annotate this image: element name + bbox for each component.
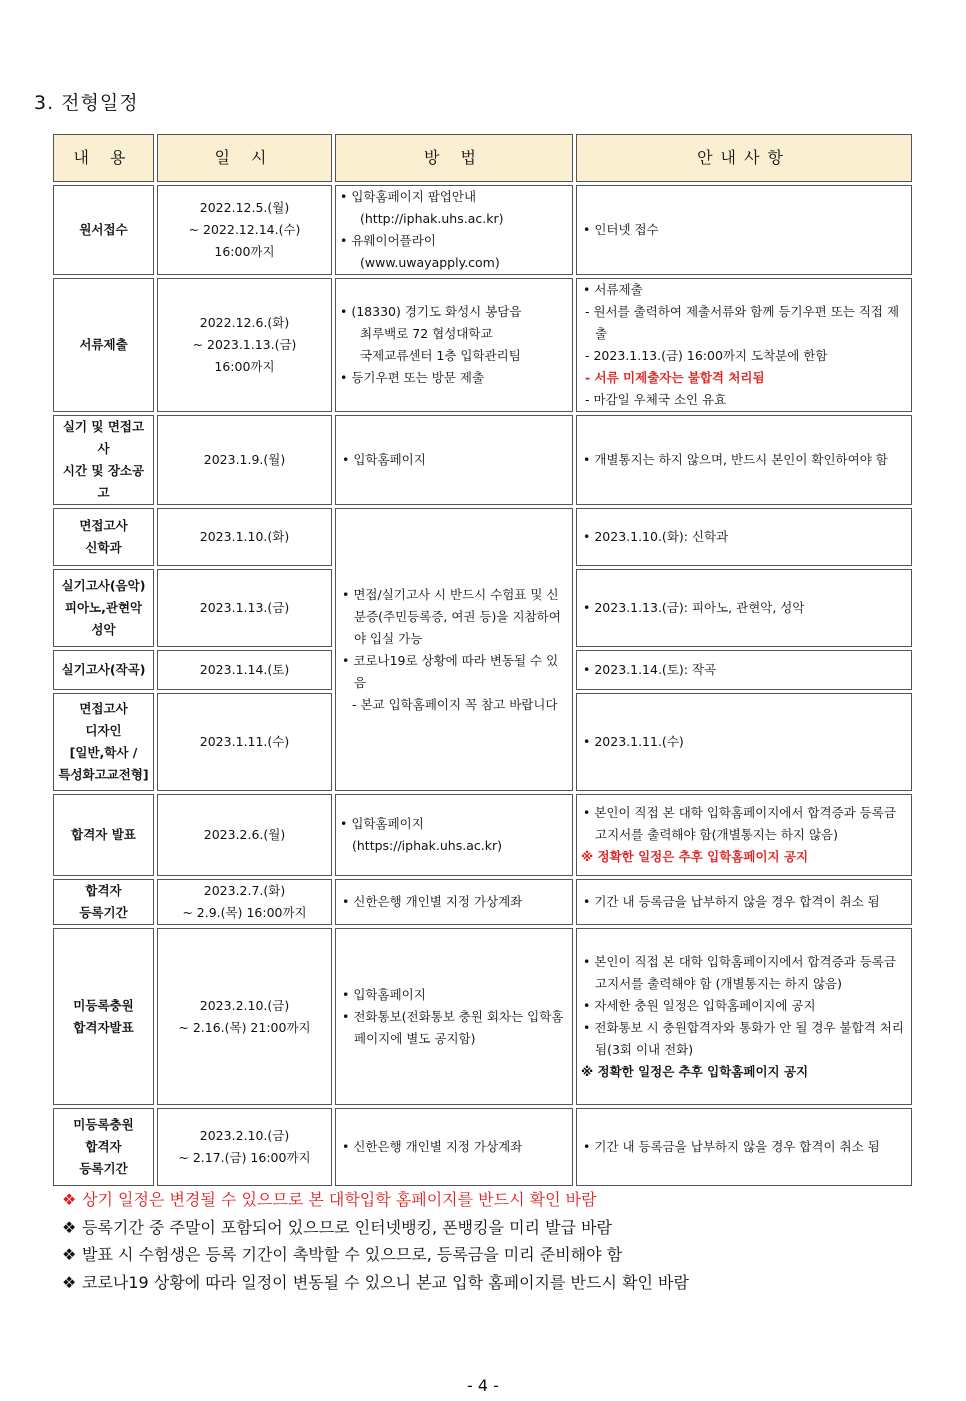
method-cell: • 신한은행 개인별 지정 가상계좌	[335, 1108, 573, 1186]
method-cell: • 입학홈페이지 • 전화통보(전화통보 충원 회차는 입학홈페이지에 별도 공지함)	[335, 928, 573, 1105]
note-cell: • 기간 내 등록금을 납부하지 않을 경우 합격이 취소 됨	[576, 879, 912, 925]
date-cell: 2023.1.10.(화)	[157, 508, 332, 566]
method-cell: • 신한은행 개인별 지정 가상계좌	[335, 879, 573, 925]
note-cell: • 2023.1.11.(수)	[576, 693, 912, 791]
header-row	[53, 134, 912, 182]
diamond-bullet-icon: ❖	[62, 1245, 77, 1264]
method-cell: • 입학홈페이지	[335, 415, 573, 505]
section-title: 3. 전형일정	[34, 92, 139, 114]
date-cell: 2023.2.6.(월)	[157, 794, 332, 876]
table-row	[53, 415, 912, 505]
note-cell: • 본인이 직접 본 대학 입학홈페이지에서 합격증과 등록금 고지서를 출력해야 함 (개별통지는 하지 않음) • 자세한 충원 일정은 입학홈페이지에 공지 • 전화통보 시 충원합격자와 통화가 안 될 경우 불합격 처리 됨(3회 이내 전화) ※ 정확한 일정은 추후 입학홈페이지 공지	[576, 928, 912, 1105]
header-method: 방 법	[335, 134, 573, 182]
date-cell: 2023.2.10.(금) ~ 2.17.(금) 16:00까지	[157, 1108, 332, 1186]
note-cell: • 2023.1.13.(금): 피아노, 관현악, 성악	[576, 569, 912, 647]
date-cell: 2023.1.13.(금)	[157, 569, 332, 647]
table-row	[53, 508, 912, 566]
date-cell: 2023.2.10.(금) ~ 2.16.(목) 21:00까지	[157, 928, 332, 1105]
item-cell: 면접고사 디자인 [일반,학사 / 특성화고교전형]	[53, 693, 154, 791]
note-cell: • 2023.1.10.(화): 신학과	[576, 508, 912, 566]
item-cell: 미등록충원 합격자발표	[53, 928, 154, 1105]
table-row	[53, 185, 912, 275]
note-item: ❖ 발표 시 수험생은 등록 기간이 촉박할 수 있으므로, 등록금을 미리 준비해야 함	[62, 1241, 689, 1269]
date-cell: 2023.1.11.(수)	[157, 693, 332, 791]
table-row	[53, 928, 912, 1105]
date-cell: 2022.12.5.(월) ~ 2022.12.14.(수) 16:00까지	[157, 185, 332, 275]
diamond-bullet-icon: ❖	[62, 1190, 77, 1209]
date-cell: 2022.12.6.(화) ~ 2023.1.13.(금) 16:00까지	[157, 278, 332, 412]
note-cell: • 서류제출 - 원서를 출력하여 제출서류와 함께 등기우편 또는 직접 제출 - 2023.1.13.(금) 16:00까지 도착분에 한함 - 서류 미제출자는 불합격 처리됨 - 마감일 우체국 소인 유효	[576, 278, 912, 412]
table-row	[53, 1108, 912, 1186]
table-row	[53, 278, 912, 412]
item-cell: 합격자 발표	[53, 794, 154, 876]
note-cell: • 본인이 직접 본 대학 입학홈페이지에서 합격증과 등록금 고지서를 출력해야 함(개별통지는 하지 않음) ※ 정확한 일정은 추후 입학홈페이지 공지	[576, 794, 912, 876]
note-cell: • 인터넷 접수	[576, 185, 912, 275]
method-cell: • 입학홈페이지 팝업안내 (http://iphak.uhs.ac.kr) • 유웨이어플라이 (www.uwayapply.com)	[335, 185, 573, 275]
diamond-bullet-icon: ❖	[62, 1217, 77, 1237]
warning-text: - 서류 미제출자는 불합격 처리됨	[585, 370, 765, 385]
date-cell: 2023.1.14.(토)	[157, 650, 332, 690]
note-item: ❖ 코로나19 상황에 따라 일정이 변동될 수 있으니 본교 입학 홈페이지를 반드시 확인 바람	[62, 1269, 689, 1297]
item-cell: 실기 및 면접고사 시간 및 장소공고	[53, 415, 154, 505]
item-cell: 실기고사(작곡)	[53, 650, 154, 690]
notice-text: ※ 정확한 일정은 추후 입학홈페이지 공지	[581, 849, 809, 864]
note-cell: • 기간 내 등록금을 납부하지 않을 경우 합격이 취소 됨	[576, 1108, 912, 1186]
page-number: - 4 -	[467, 1376, 499, 1395]
item-cell: 미등록충원 합격자 등록기간	[53, 1108, 154, 1186]
note-cell: • 개별통지는 하지 않으며, 반드시 본인이 확인하여야 함	[576, 415, 912, 505]
header-content: 내 용	[53, 134, 154, 182]
method-cell-merged: • 면접/실기고사 시 반드시 수험표 및 신분증(주민등록증, 여권 등)을 지참하여야 입실 가능 • 코로나19로 상황에 따라 변동될 수 있음 - 본교 입학홈페이지 꼭 참고 바랍니다	[335, 508, 573, 791]
diamond-bullet-icon: ❖	[62, 1272, 77, 1292]
notice-text: ※ 정확한 일정은 추후 입학홈페이지 공지	[581, 1063, 809, 1079]
item-cell: 실기고사(음악) 피아노,관현악 성악	[53, 569, 154, 647]
date-cell: 2023.1.9.(월)	[157, 415, 332, 505]
bottom-notes	[62, 1186, 689, 1296]
table-row	[53, 794, 912, 876]
item-cell: 면접고사 신학과	[53, 508, 154, 566]
item-cell: 서류제출	[53, 278, 154, 412]
schedule-table	[50, 131, 915, 1189]
table-row	[53, 879, 912, 925]
note-cell: • 2023.1.14.(토): 작곡	[576, 650, 912, 690]
note-item: ❖ 등록기간 중 주말이 포함되어 있으므로 인터넷뱅킹, 폰뱅킹을 미리 발급 바람	[62, 1214, 689, 1242]
method-cell: • 입학홈페이지 (https://iphak.uhs.ac.kr)	[335, 794, 573, 876]
note-item: ❖ 상기 일정은 변경될 수 있으므로 본 대학입학 홈페이지를 반드시 확인 바람	[62, 1186, 689, 1214]
item-cell: 원서접수	[53, 185, 154, 275]
header-notes: 안내사항	[576, 134, 912, 182]
item-cell: 합격자 등록기간	[53, 879, 154, 925]
method-cell: • (18330) 경기도 화성시 봉담읍 최루백로 72 협성대학교 국제교류센터 1층 입학관리팀 • 등기우편 또는 방문 제출	[335, 278, 573, 412]
date-cell: 2023.2.7.(화) ~ 2.9.(목) 16:00까지	[157, 879, 332, 925]
header-datetime: 일 시	[157, 134, 332, 182]
